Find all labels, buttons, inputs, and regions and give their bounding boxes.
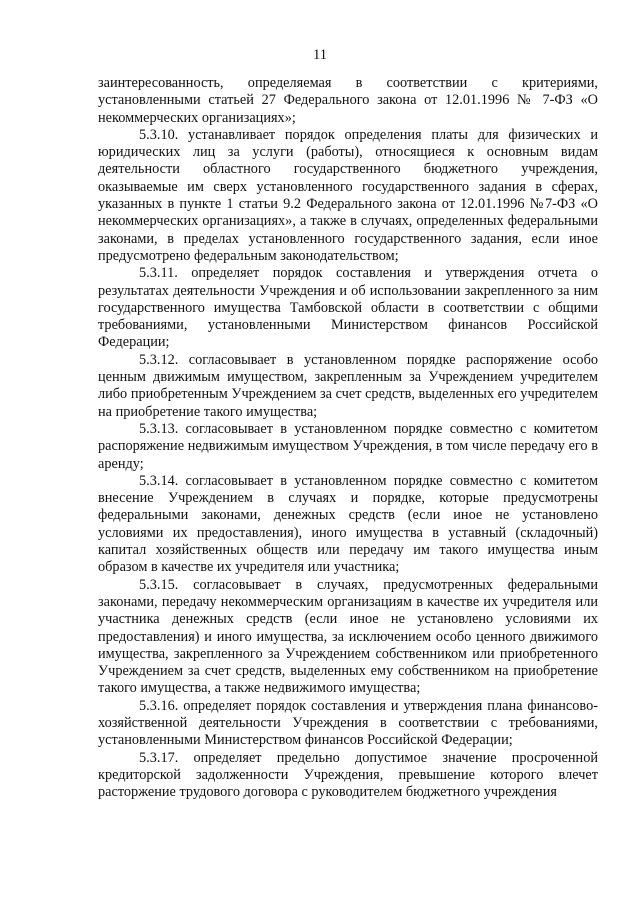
paragraph-5-3-13: 5.3.13. согласовывает в установленном порядке совместно с комитетом распоряжение недвижимым имуществом Учреждения, в том числе передачу его в аренду;	[98, 420, 598, 472]
paragraph-continuation: заинтересованность, определяемая в соответствии с критериями, установленными статьей 27 Федерального закона от 12.01.1996 № 7-ФЗ «О некоммерческих организациях»;	[98, 75, 598, 126]
paragraph-5-3-12: 5.3.12. согласовывает в установленном порядке распоряжение особо ценным движимым имуществом, закрепленным за Учреждением учредителем либо приобретенным Учреждением за счет средств, выделенных его учредителем на приобретение такого имущества;	[98, 351, 598, 420]
paragraph-5-3-16: 5.3.16. определяет порядок составления и утверждения плана финансово-хозяйственной деятельности Учреждения в соответствии с требованиями, установленными Министерством финансов Российской Федерации;	[98, 697, 598, 749]
page-number: 11	[313, 47, 327, 63]
paragraph-5-3-17: 5.3.17. определяет предельно допустимое значение просроченной кредиторской задолженности Учреждения, превышение которого влечет расторжение трудового договора с руководителем бюджетного учреждения	[98, 749, 598, 801]
paragraph-5-3-14: 5.3.14. согласовывает в установленном порядке совместно с комитетом внесение Учреждением в случаях и порядке, которые предусмотрены федеральными законами, денежных средств (если иное не установлено условиями их предоставления), иного имущества в уставный (складочный) капитал хозяйственных обществ или передачу им такого имущества иным образом в качестве их учредителя или участника;	[98, 472, 598, 576]
paragraph-5-3-10: 5.3.10. устанавливает порядок определения платы для физических и юридических лиц за услуги (работы), относящиеся к основным видам деятельности областного государственного бюджетного учреждения, оказываемые им сверх установленного государственного задания в сферах, указанных в пункте 1 статьи 9.2 Федерального закона от 12.01.1996 №7-ФЗ «О некоммерческих организациях», а также в случаях, определенных федеральными законами, в пределах установленного государственного задания, если иное предусмотрено федеральным законодательством;	[98, 126, 598, 264]
paragraph-5-3-11: 5.3.11. определяет порядок составления и утверждения отчета о результатах деятельности Учреждения и об использовании закрепленного за ним государственного имущества Тамбовской области в соответствии с общими требованиями, установленными Министерством финансов Российской Федерации;	[98, 265, 598, 351]
document-body	[98, 75, 598, 801]
paragraph-5-3-15: 5.3.15. согласовывает в случаях, предусмотренных федеральными законами, передачу некоммерческим организациям в качестве их учредителя или участника денежных средств (если иное не установлено условиями их предоставления) и иного имущества, за исключением особо ценного движимого имущества, закрепленного за Учреждением собственником или приобретенного Учреждением за счет средств, выделенных ему собственником на приобретение такого имущества, а также недвижимого имущества;	[98, 576, 598, 697]
